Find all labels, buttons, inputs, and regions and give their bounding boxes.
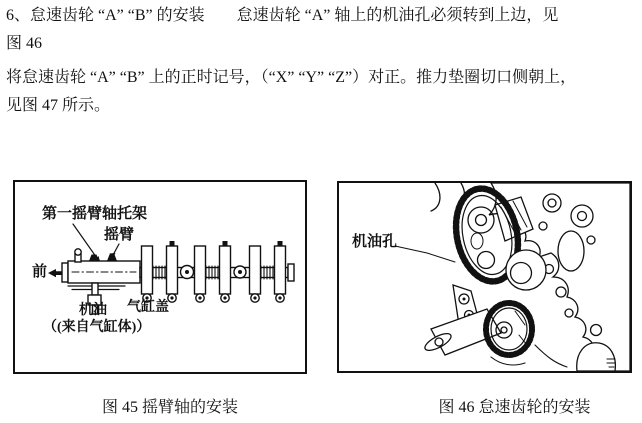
text-line-2: 图 46	[6, 35, 43, 52]
text-line-1: 6、怠速齿轮 “A” “B” 的安装 怠速齿轮 “A” 轴上的机油孔必须转到上边，见	[6, 7, 559, 24]
label-oil: 机油	[79, 303, 107, 318]
bearing-boss	[506, 250, 546, 290]
label-from-cylinder-block: （(来自气缸体)）	[43, 320, 151, 335]
figure-45-box	[13, 180, 307, 374]
text-line-4: 见图 47 所示。	[6, 97, 111, 114]
oil-pipe	[92, 283, 98, 295]
label-oil-hole: 机油孔	[352, 234, 398, 250]
label-first-bracket: 第一摇臂轴托架	[42, 206, 148, 222]
rocker-arm-knob	[107, 255, 117, 262]
figure46-caption: 图 46 怠速齿轮的安装	[438, 399, 591, 416]
leader-oil-hole	[395, 246, 455, 262]
front-arrow-icon	[48, 269, 63, 277]
label-cylinder-head: 气缸盖	[127, 300, 169, 315]
figure-46-box	[337, 181, 632, 373]
label-rocker-arm: 摇臂	[104, 227, 135, 243]
text-line-3: 将怠速齿轮 “A” “B” 上的正时记号，（“X” “Y” “Z”）对正。推力垫圈切口侧朝上，	[6, 69, 577, 86]
figure45-caption: 图 45 摇臂轴的安装	[101, 399, 238, 416]
idler-gear-drawing	[339, 183, 630, 371]
label-front: 前	[32, 264, 48, 280]
